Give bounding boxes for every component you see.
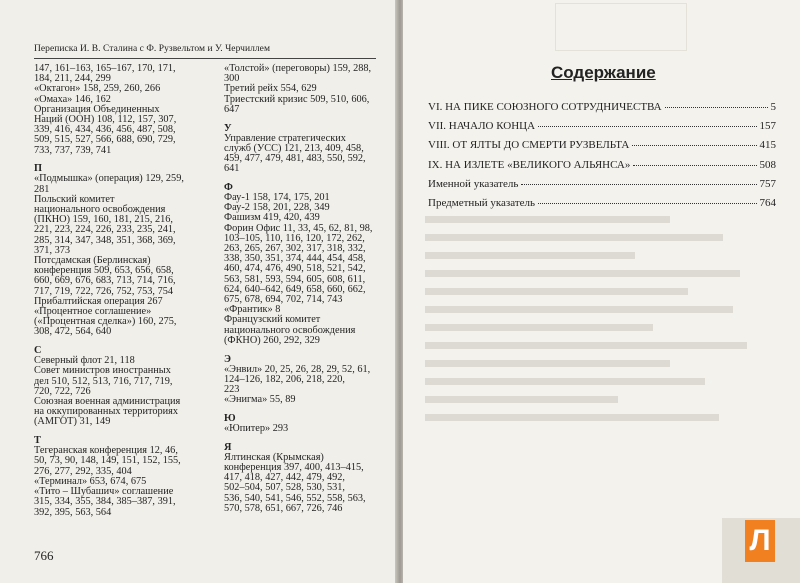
page-number: 766 xyxy=(34,548,54,563)
index-entry-line: на оккупированных территориях xyxy=(34,406,179,418)
index-entry-line: 221, 223, 224, 226, 233, 235, 241, xyxy=(34,224,176,236)
index-entry-line: дел 510, 512, 513, 716, 717, 719, xyxy=(34,375,173,387)
index-entry-line: 315, 334, 355, 384, 385–387, 391, xyxy=(34,496,176,508)
index-entry-line: национального освобождения xyxy=(34,204,166,216)
toc-page-number: 757 xyxy=(759,177,776,190)
index-entry-line: 675, 678, 694, 702, 714, 743 xyxy=(224,294,343,306)
index-entry-line: 281 xyxy=(34,183,50,195)
index-entry-line: «Франтик» 8 xyxy=(224,304,281,316)
index-entry-line: 147, 161–163, 165–167, 170, 171, xyxy=(34,63,176,74)
index-entry-line: 184, 211, 244, 299 xyxy=(34,73,111,85)
index-entry-line: национального освобождения xyxy=(224,324,356,336)
index-entry-line: 509, 515, 527, 566, 688, 690, 729, xyxy=(34,134,176,146)
index-entry-line: 263, 265, 267, 302, 317, 318, 332, xyxy=(224,243,366,255)
index-entry-line: 338, 350, 351, 374, 444, 454, 458, xyxy=(224,253,366,265)
running-head: Переписка И. В. Сталина с Ф. Рузвельтом и У. Черчиллем xyxy=(34,44,271,54)
index-entry-line: 720, 722, 726 xyxy=(34,385,91,397)
index-letter-heading: Ф xyxy=(224,182,233,194)
index-entry-line: Совет министров иностранных xyxy=(34,365,171,377)
index-entry-line: Третий рейх 554, 629 xyxy=(224,83,317,95)
index-entry-line: «Процентное соглашение» xyxy=(34,306,152,318)
left-page xyxy=(0,0,398,583)
toc-label: VIII. ОТ ЯЛТЫ ДО СМЕРТИ РУЗВЕЛЬТА xyxy=(428,139,630,152)
index-letter-heading: Т xyxy=(34,435,41,447)
index-entry-line: (ФКНО) 260, 292, 329 xyxy=(224,334,320,346)
toc-label: Предметный указатель xyxy=(428,196,536,209)
index-entry-line: 536, 540, 541, 546, 552, 558, 563, xyxy=(224,492,366,504)
index-entry-line: «Толстой» (переговоры) 159, 288, xyxy=(224,63,372,74)
table-of-contents xyxy=(428,101,776,216)
index-column-2 xyxy=(224,64,380,514)
toc-page-number: 508 xyxy=(759,158,776,171)
toc-label: IX. НА ИЗЛЕТЕ «ВЕЛИКОГО АЛЬЯНСА» xyxy=(428,158,631,171)
index-entry-line: 339, 416, 434, 436, 456, 487, 508, xyxy=(34,124,176,136)
index-entry-line: Прибалтийская операция 267 xyxy=(34,295,163,307)
index-letter-heading: У xyxy=(224,122,232,134)
header-rule xyxy=(34,58,376,59)
index-letter-heading: Ю xyxy=(224,413,236,425)
index-entry-line: 124–126, 182, 206, 218, 220, xyxy=(224,373,345,385)
publisher-logo: Л xyxy=(745,520,775,562)
index-letter-heading: Э xyxy=(224,353,231,365)
index-entry-line: Французский комитет xyxy=(224,314,321,326)
index-entry-line: Польский комитет xyxy=(34,193,115,205)
index-entry-line: Тегеранская конференция 12, 46, xyxy=(34,445,178,457)
toc-row xyxy=(428,159,776,178)
index-entry-line: 50, 73, 90, 148, 149, 151, 152, 155, xyxy=(34,455,181,467)
toc-row xyxy=(428,178,776,197)
toc-row xyxy=(428,197,776,216)
index-entry-line: 717, 719, 722, 726, 752, 753, 754 xyxy=(34,285,174,297)
index-entry-line: служб (УСС) 121, 213, 409, 458, xyxy=(224,142,364,154)
toc-leader-dots xyxy=(632,145,756,146)
index-entry-line: Потсдамская (Берлинская) xyxy=(34,255,151,267)
toc-label: VI. НА ПИКЕ СОЮЗНОГО СОТРУДНИЧЕСТВА xyxy=(428,101,662,113)
toc-row xyxy=(428,101,776,120)
index-entry-line: Северный флот 21, 118 xyxy=(34,355,135,367)
index-entry-line: 300 xyxy=(224,73,240,85)
index-entry-line: «Омаха» 146, 162 xyxy=(34,93,111,105)
index-entry-line: 647 xyxy=(224,103,240,115)
index-entry-line: «Энигма» 55, 89 xyxy=(224,394,296,406)
index-entry-line: 308, 472, 564, 640 xyxy=(34,326,112,338)
index-entry-line: Фашизм 419, 420, 439 xyxy=(224,212,320,224)
toc-leader-dots xyxy=(633,165,756,166)
index-entry-line: 223 xyxy=(224,384,240,396)
index-entry-line: 371, 373 xyxy=(34,244,71,256)
index-entry-line: «Октагон» 158, 259, 260, 266 xyxy=(34,83,161,95)
index-entry-line: 417, 418, 427, 442, 479, 492, xyxy=(224,472,345,484)
index-entry-line: Фау-2 158, 201, 228, 349 xyxy=(224,202,330,214)
index-entry-line: Организация Объединенных xyxy=(34,103,160,115)
toc-label: Именной указатель xyxy=(428,177,519,190)
index-letter-heading: П xyxy=(34,163,43,175)
toc-page-number: 157 xyxy=(759,120,776,133)
index-entry-line: «Подмышка» (операция) 129, 259, xyxy=(34,173,184,185)
index-entry-line: Триестский кризис 509, 510, 606, xyxy=(224,93,370,105)
index-entry-line: 641 xyxy=(224,163,240,175)
toc-page-number: 764 xyxy=(759,196,776,209)
toc-leader-dots xyxy=(521,184,756,185)
index-entry-line: 460, 474, 476, 490, 518, 521, 542, xyxy=(224,263,366,275)
index-entry-line: 733, 737, 739, 741 xyxy=(34,144,112,156)
index-entry-line: 660, 669, 676, 683, 713, 714, 716, xyxy=(34,275,176,287)
toc-leader-dots xyxy=(538,126,756,127)
toc-row xyxy=(428,139,776,158)
index-entry-line: 570, 578, 651, 667, 726, 746 xyxy=(224,502,343,514)
index-entry-line: Союзная военная администрация xyxy=(34,396,181,408)
index-entry-line: («Процентная сделка») 160, 275, xyxy=(34,316,177,328)
index-entry-line: Фау-1 158, 174, 175, 201 xyxy=(224,192,330,204)
page-ornament xyxy=(555,3,687,51)
index-letter-heading: Я xyxy=(224,441,232,453)
index-entry-line: Форин Офис 11, 33, 45, 62, 81, 98, xyxy=(224,222,373,234)
index-entry-line: «Тито – Шубашич» соглашение xyxy=(34,486,174,498)
index-entry-line: 563, 581, 593, 594, 605, 608, 611, xyxy=(224,273,366,285)
toc-title: Содержание xyxy=(551,63,656,82)
toc-leader-dots xyxy=(665,107,768,108)
index-entry-line: конференция 397, 400, 413–415, xyxy=(224,462,364,474)
index-letter-heading: С xyxy=(34,345,42,357)
index-entry-line: 459, 477, 479, 481, 483, 550, 592, xyxy=(224,153,366,165)
index-entry-line: конференция 509, 653, 656, 658, xyxy=(34,265,174,277)
index-entry-line: Управление стратегических xyxy=(224,132,346,144)
index-entry-line: Ялтинская (Крымская) xyxy=(224,451,324,463)
right-page xyxy=(403,0,800,583)
index-entry-line: «Юпитер» 293 xyxy=(224,423,289,435)
index-entry-line: 624, 640–642, 649, 658, 660, 662, xyxy=(224,283,366,295)
index-entry-line: 285, 314, 347, 348, 351, 368, 369, xyxy=(34,234,176,246)
index-entry-line: 103–105, 110, 116, 120, 172, 262, xyxy=(224,232,365,244)
index-column-1 xyxy=(34,64,216,518)
index-entry-line: (АМГОТ) 31, 149 xyxy=(34,416,111,428)
index-entry-line: 392, 395, 563, 564 xyxy=(34,506,112,518)
index-entry-line: «Терминал» 653, 674, 675 xyxy=(34,475,147,487)
index-entry-line: 502–504, 507, 528, 530, 531, xyxy=(224,482,345,494)
toc-page-number: 415 xyxy=(759,139,776,152)
index-entry-line: «Энвил» 20, 25, 26, 28, 29, 52, 61, xyxy=(224,363,371,375)
index-entry-line: Наций (ООН) 108, 112, 157, 307, xyxy=(34,114,177,126)
toc-label: VII. НАЧАЛО КОНЦА xyxy=(428,120,536,133)
index-entry-line: (ПКНО) 159, 160, 181, 215, 216, xyxy=(34,214,174,226)
toc-leader-dots xyxy=(538,203,756,204)
index-entry-line: 276, 277, 292, 335, 404 xyxy=(34,465,132,477)
toc-row xyxy=(428,120,776,139)
toc-page-number: 5 xyxy=(770,101,776,113)
show-through-text xyxy=(425,205,775,505)
